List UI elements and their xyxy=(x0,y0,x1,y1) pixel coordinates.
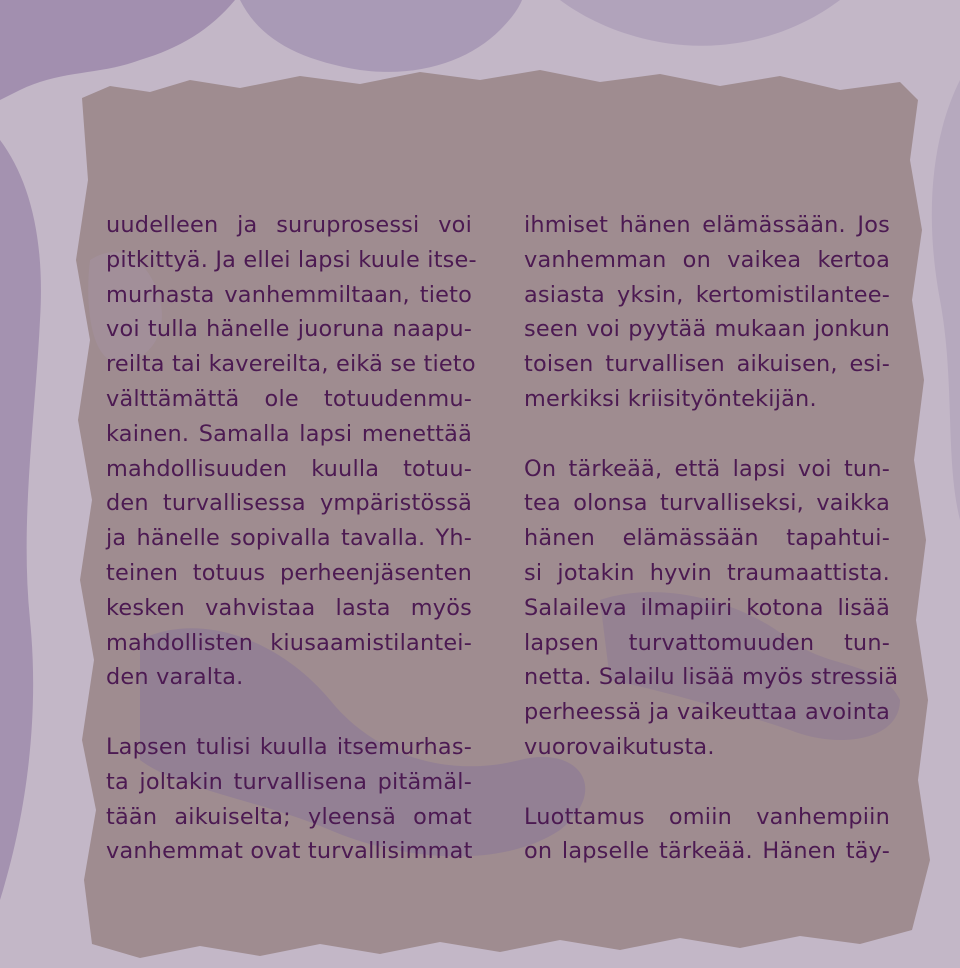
text-column-left xyxy=(106,208,477,869)
text-line: reilta tai kavereilta, eikä se tieto xyxy=(106,351,476,378)
text-line: kesken vahvistaa lasta myös xyxy=(106,594,472,621)
text-line: lapsen turvattomuuden tun- xyxy=(524,629,890,656)
text-line: vanhemman on vaikea kertoa xyxy=(524,246,890,273)
text-line: vuorovaikutusta. xyxy=(524,733,715,760)
text-line: teinen totuus perheenjäsenten xyxy=(106,559,472,586)
text-line: ihmiset hänen elämässään. Jos xyxy=(524,212,890,238)
text-line: merkiksi kriisityöntekijän. xyxy=(524,385,817,412)
paragraph xyxy=(524,800,890,870)
text-line: den varalta. xyxy=(106,664,244,691)
text-line: seen voi pyytää mukaan jonkun xyxy=(524,316,890,343)
paragraph xyxy=(524,452,899,765)
text-line: si jotakin hyvin traumaattista. xyxy=(524,559,890,586)
text-line: pitkittyä. Ja ellei lapsi kuule itse- xyxy=(106,246,477,273)
paragraph xyxy=(106,208,477,695)
text-line: voi tulla hänelle juoruna naapu- xyxy=(106,316,472,343)
text-line: murhasta vanhemmiltaan, tieto xyxy=(106,281,472,308)
text-column-right xyxy=(524,208,899,869)
text-line: ja hänelle sopivalla tavalla. Yh- xyxy=(106,525,472,552)
text-line: on lapselle tärkeää. Hänen täy- xyxy=(524,838,890,865)
text-line: hänen elämässään tapahtui- xyxy=(524,525,890,552)
text-line: kainen. Samalla lapsi menettää xyxy=(106,420,472,447)
paragraph xyxy=(106,730,472,869)
text-line: vanhemmat ovat turvallisimmat xyxy=(106,838,473,865)
text-line: asiasta yksin, kertomistilantee- xyxy=(524,281,890,308)
text-line: uudelleen ja suruprosessi voi xyxy=(106,212,472,238)
paragraph-gap xyxy=(106,695,472,730)
text-line: mahdollisten kiusaamistilantei- xyxy=(106,629,472,656)
paragraph-gap xyxy=(524,417,890,452)
paragraph xyxy=(524,208,890,417)
text-line: välttämättä ole totuudenmu- xyxy=(106,385,472,412)
paragraph-gap xyxy=(524,765,890,800)
text-line: tään aikuiselta; yleensä omat xyxy=(106,803,472,830)
text-line: On tärkeää, että lapsi voi tun- xyxy=(524,455,890,482)
text-line: Luottamus omiin vanhempiin xyxy=(524,803,890,830)
text-line: den turvallisessa ympäristössä xyxy=(106,490,472,517)
text-line: tea olonsa turvalliseksi, vaikka xyxy=(524,490,890,517)
text-line: Lapsen tulisi kuulla itsemurhas- xyxy=(106,733,472,760)
text-line: netta. Salailu lisää myös stressiä xyxy=(524,664,899,691)
text-line: mahdollisuuden kuulla totuu- xyxy=(106,455,472,482)
text-line: ta joltakin turvallisena pitämäl- xyxy=(106,768,472,795)
text-line: toisen turvallisen aikuisen, esi- xyxy=(524,351,890,378)
text-line: perheessä ja vaikeuttaa avointa xyxy=(524,699,890,726)
text-line: Salaileva ilmapiiri kotona lisää xyxy=(524,594,890,621)
